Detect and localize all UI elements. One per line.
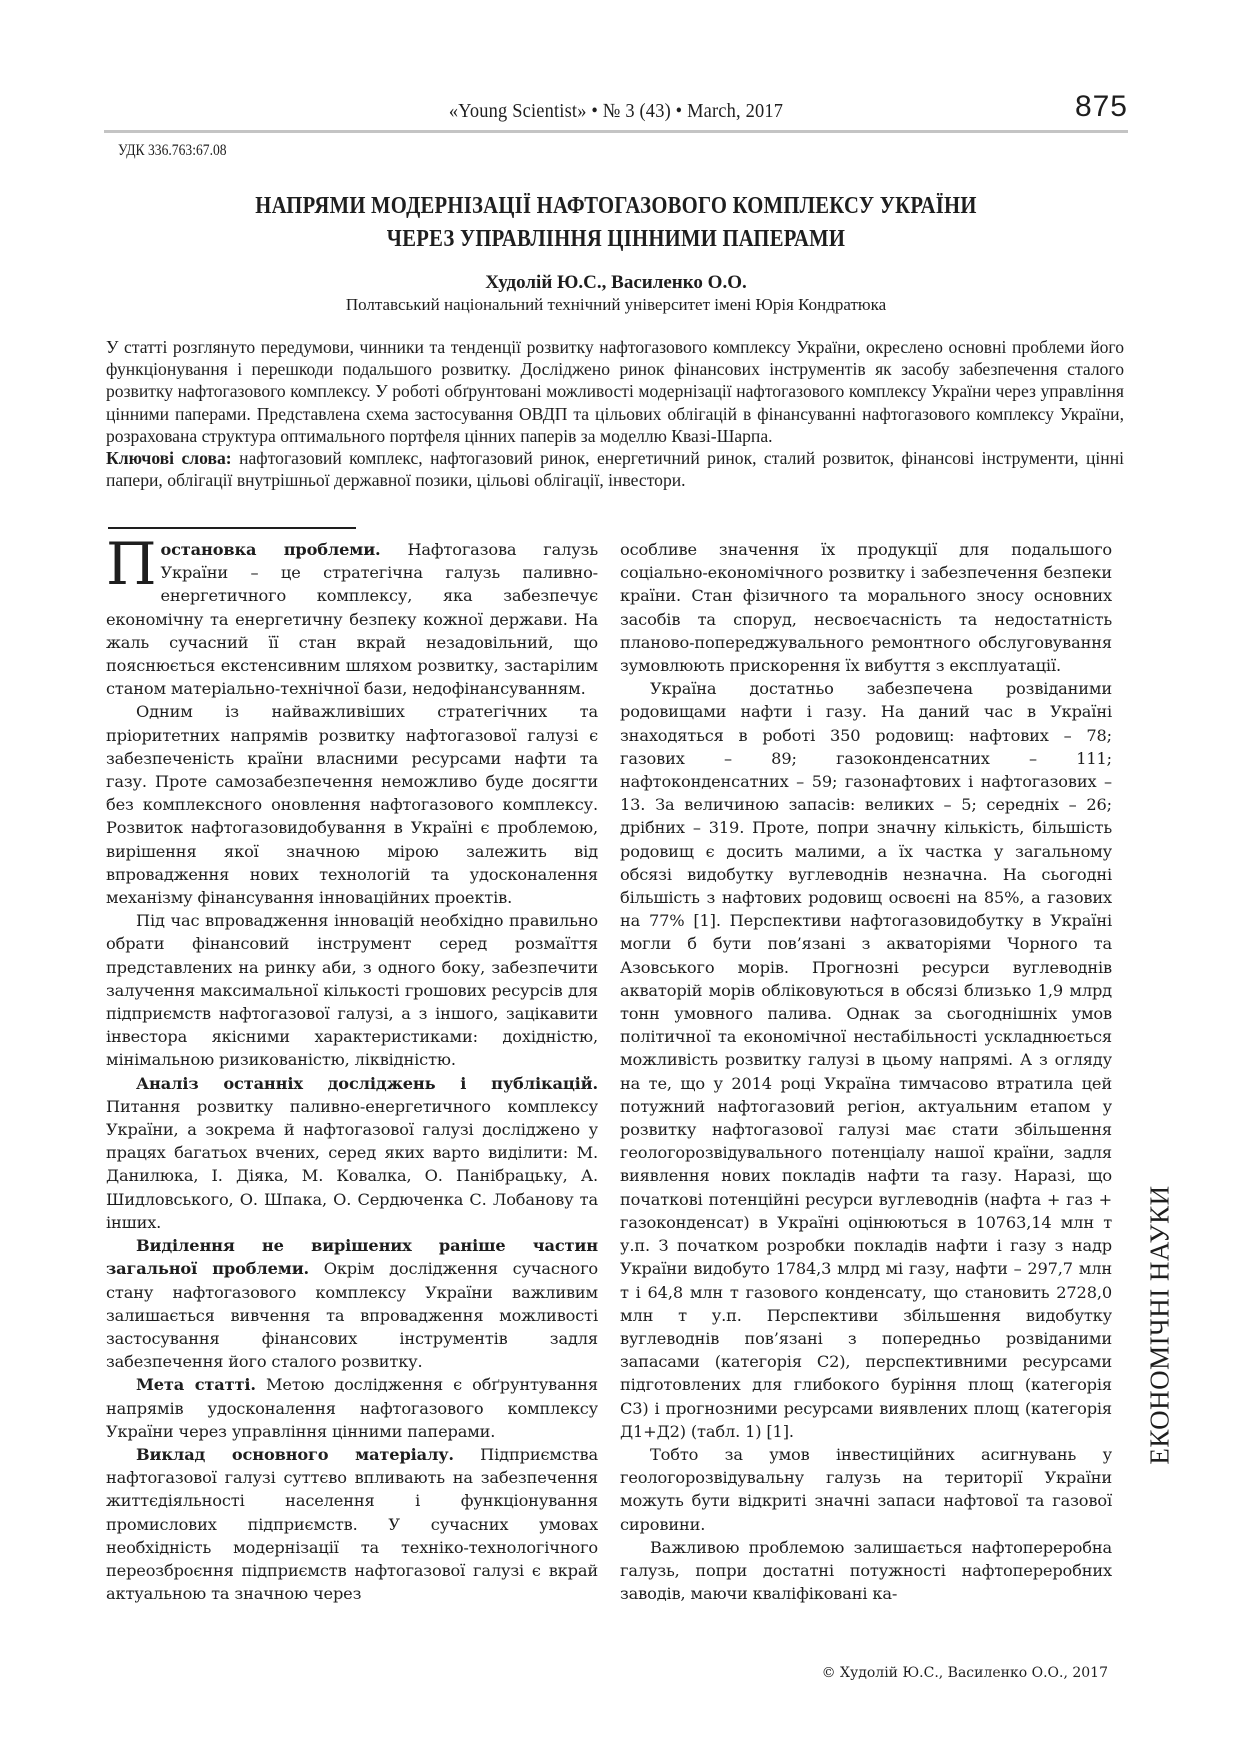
section-divider xyxy=(108,527,356,529)
paragraph-unresolved-parts xyxy=(106,1234,598,1373)
paragraph-text: Нафтогазова галузь України – це стратегічна галузь паливно-енергетичного комплексу, яка забезпечує економічну та енергетичну безпеку кожної держави. На жаль сучасний її стан вкрай незадовільний, що пояснюється екстенсивним шляхом розвитку, застарілим станом матеріально-технічної бази, недофінансуванням. xyxy=(106,540,598,699)
side-label-text: ЕКОНОМІЧНІ НАУКИ xyxy=(1144,1185,1175,1465)
paragraph-article-goal xyxy=(106,1373,598,1443)
page-number: 875 xyxy=(1074,90,1128,123)
paragraph-main-material xyxy=(106,1443,598,1605)
paragraph: Тобто за умов інвестиційних асигнувань у геологорозвідувальну галузь на території України можуть бути відкриті значні запаси нафтової та газової сировини. xyxy=(620,1444,1112,1534)
abstract xyxy=(106,336,1124,491)
paragraph-text: Питання розвитку паливно-енергетичного комплексу України, а зокрема й нафтогазової галузі досліджено у працях багатьох вчених, серед яких варто виділити: М. Данилюка, І. Діяка, М. Ковалка, О. Панібрацьку, А. Шидловського, О. Шпака, О. Сердюченка С. Лобанову та інших. xyxy=(106,1096,598,1232)
paragraph-text: Підприємства нафтогазової галузі суттєво впливають на забезпечення життєдіяльності населення і функціонування промислових підприємств. У сучасних умовах необхідність модернізації та техніко-технологічного переозброєння підприємств нафтогазової галузі є вкрай актуальною та значною через xyxy=(106,1444,598,1604)
drop-cap: П xyxy=(106,530,157,598)
section-side-label xyxy=(1140,1185,1180,1465)
heading-unresolved-parts: Виділення не вирішених раніше частин загальної проблеми. xyxy=(106,1236,598,1279)
abstract-text: У статті розглянуто передумови, чинники та тенденції розвитку нафтогазового комплексу України, окреслено основні проблеми його функціонування і перешкоди подальшого розвитку. Досліджено ринок фінансових інструментів як засобу забезпечення сталого розвитку нафтогазового комплексу. У роботі обґрунтовані можливості модернізації нафтогазового комплексу України через управління цінними паперами. Представлена схема застосування ОВДП та цільових облігацій в фінансуванні нафтогазового комплексу України, розрахована структура оптимального портфеля цінних паперів за моделлю Квазі-Шарпа. xyxy=(106,337,1124,446)
paragraph-text: Метою дослідження є обґрунтування напрямів удосконалення нафтогазового комплексу України через управління цінними паперами. xyxy=(106,1375,598,1441)
affiliation: Полтавський національний технічний університет імені Юрія Кондратюка xyxy=(345,295,887,314)
paragraph: Одним із найважливіших стратегічних та пріоритетних напрямів розвитку нафтогазової галузі є забезпеченість країни власними ресурсами нафти та газу. Проте самозабезпечення неможливо буде досягти без комплексного оновлення нафтогазового комплексу. Розвиток нафтогазовидобування в Україні є проблемою, вирішення якої значною мірою залежить від впровадження нових технологій та удосконалення механізму фінансування інноваційних проектів. xyxy=(106,702,598,908)
heading-article-goal: Мета статті. xyxy=(136,1375,256,1395)
title-line-2: ЧЕРЕЗ УПРАВЛІННЯ ЦІННИМИ ПАПЕРАМИ xyxy=(386,226,846,252)
keywords-label: Ключові слова: xyxy=(106,448,232,469)
article-title xyxy=(104,190,1128,256)
title-line-1: НАПРЯМИ МОДЕРНІЗАЦІЇ НАФТОГАЗОВОГО КОМПЛЕКСУ УКРАЇНИ xyxy=(255,193,977,219)
authors: Худолій Ю.С., Василенко О.О. xyxy=(485,272,747,293)
paragraph: Важливою проблемою залишається нафтопереробна галузь, попри достатні потужності нафтопереробних заводів, маючи кваліфіковані ка- xyxy=(620,1537,1112,1604)
heading-literature-review: Аналіз останніх досліджень і публікацій. xyxy=(136,1073,598,1093)
paragraph: особливе значення їх продукції для подальшого соціально-економічного розвитку і забезпечення безпеки країни. Стан фізичного та морального зносу основних засобів та споруд, несвоєчасність та недостатність планово-попереджувального ремонтного обслуговування зумовлюють прискорення їх вибуття з експлуатації. xyxy=(620,540,1112,676)
paragraph: Україна достатньо забезпечена розвіданими родовищами нафти і газу. На даний час в Україні знаходяться в роботі 350 родовищ: нафтових – 78; газових – 89; газоконденсатних – 111; нафтоконденсатних – 59; газонафтових і нафтогазових – 13. За величиною запасів: великих – 5; середніх – 26; дрібних – 319. Проте, попри значну кількість, більшість родовищ є досить малими, а їх частка у загальному обсязі видобутку вуглеводнів незначна. На сьогодні більшість з нафтових родовищ освоєні на 85%, а газових на 77% [1]. Перспективи нафтогазовидобутку в Україні могли б бути пов’язані з акваторіями Чорного та Азовського морів. Прогнозні ресурси вуглеводнів акваторій морів обліковуються в обсязі близько 1,9 млрд тонн умовного палива. Однак за сьогоднішніх умов політичної та економічної нестабільності ускладнюється можливість розвитку галузі в цьому напрямі. А з огляду на те, що у 2014 році Україна тимчасово втратила цей потужний нафтогазовий регіон, актуальним етапом у розвитку нафтогазової галузі має стати збільшення геологорозвідувального потенціалу нашої країни, задля виявлення нових покладів нафти та газу. Наразі, що початкові потенційні ресурси вуглеводнів (нафта + газ + газоконденсат) в Україні оцінюються в 10763,14 млн т у.п. З початком розробки покладів нафти і газу з надр України видобуто 1784,3 млрд мі газу, нафти – 297,7 млн т і 64,8 млн т газового конденсату, що становить 2728,0 млн т у.п. Перспективи збільшення видобутку вуглеводнів пов’язані з попередньо розвіданими запасами (категорія С2), перспективними ресурсами підготовлених для глибокого буріння площ (категорія С3) і прогнозними ресурсами виявлених площ (категорія Д1+Д2) (табл. 1) [1]. xyxy=(620,679,1112,1441)
paragraph-problem-statement xyxy=(106,530,598,700)
paragraph-text: Окрім дослідження сучасного стану нафтогазового комплексу України важливим залишається вивчення та впровадження можливості застосування фінансових інструментів задля забезпечення його сталого розвитку. xyxy=(106,1259,598,1372)
heading-problem-statement: остановка проблеми. xyxy=(160,540,381,559)
running-header xyxy=(104,90,1128,133)
heading-main-material: Виклад основного матеріалу. xyxy=(136,1444,454,1464)
left-column xyxy=(106,530,598,1605)
paragraph: Під час впровадження інновацій необхідно правильно обрати фінансовий інструмент серед розмаїття представлених на ринку аби, з одного боку, забезпечити залучення максимальної кількості грошових ресурсів для підприємств нафтогазової галузі, а з іншого, зацікавити інвестора якісними характеристиками: дохідністю, мінімальною ризикованістю, ліквідністю. xyxy=(106,911,598,1070)
journal-citation: «Young Scientist» • № 3 (43) • March, 2017 xyxy=(448,100,784,122)
paragraph-literature-review xyxy=(106,1072,598,1234)
copyright-notice: © Худолій Ю.С., Василенко О.О., 2017 xyxy=(821,1665,1108,1681)
keywords: нафтогазовий комплекс, нафтогазовий ринок, енергетичний ринок, сталий розвиток, фінансові інструменти, цінні папери, облігації внутрішньої державної позики, цільові облігації, інвестори. xyxy=(106,448,1124,491)
right-column xyxy=(620,538,1112,1605)
udk-code: УДК 336.763:67.08 xyxy=(118,142,227,159)
